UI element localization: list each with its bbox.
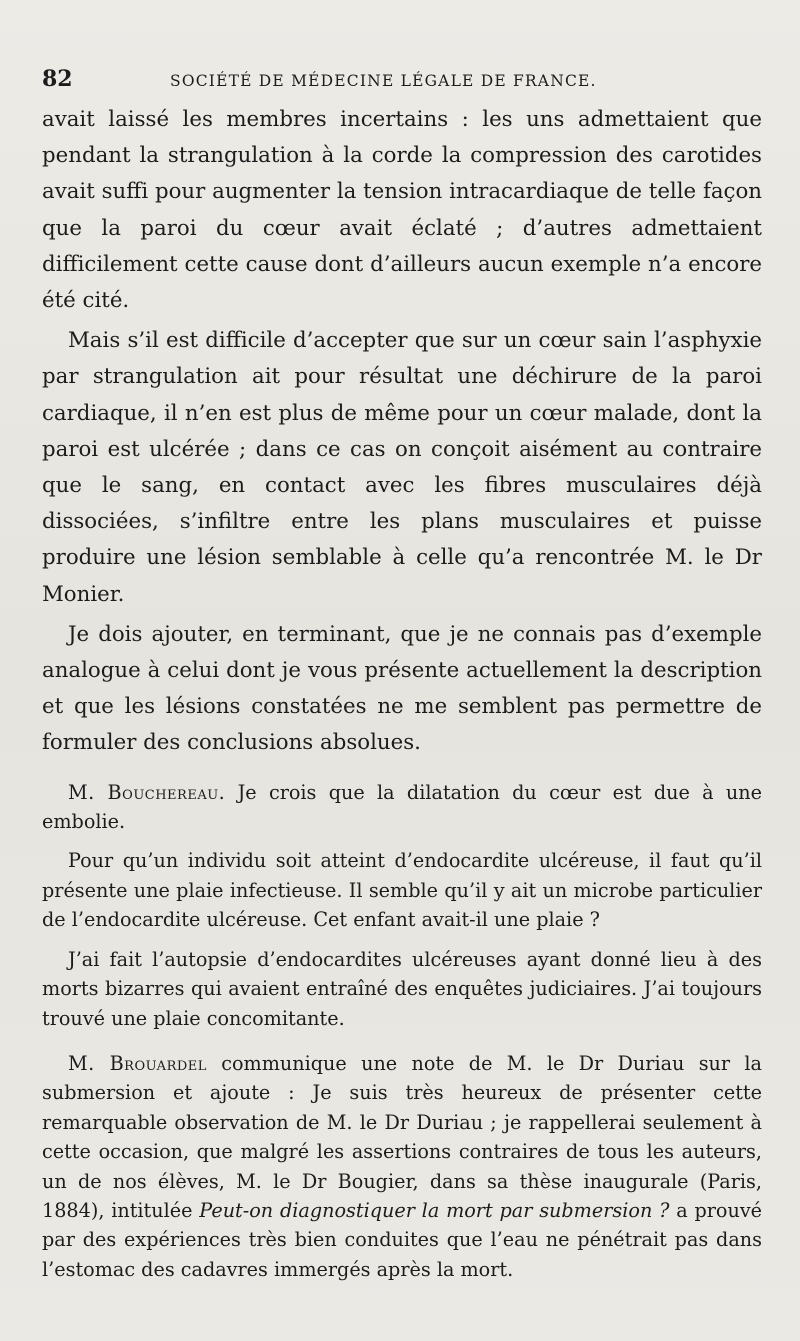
paragraph-6: J’ai fait l’autopsie d’endocardites ulcéreuses ayant donné lieu à des morts bizarres qui avaient entraîné des enquêtes judiciaires. J’ai toujours trouvé une plaie concomitante. [42, 947, 762, 1030]
paragraph-7 [42, 1049, 762, 1284]
speaker-bouchereau: M. Bouchereau. [68, 780, 226, 804]
paragraph-4-text: Je crois que la dilatation du cœur est due à une embolie. [42, 780, 763, 834]
thesis-title: Peut-on diagnostiquer la mort par submersion ? [199, 1198, 670, 1222]
speaker-brouardel: M. Brouardel [68, 1051, 207, 1075]
paragraph-2: Mais s’il est difficile d’accepter que sur un cœur sain l’asphyxie par strangulation ait pour résultat une déchirure de la paroi cardiaque, il n’en est plus de même pour un cœur malade, dont la paroi est ulcérée ; dans ce cas on conçoit aisément au contraire que le sang, en contact avec les fibres musculaires déjà dissociées, s’infiltre entre les plans musculaires et puisse produire une lésion semblable à celle qu’a rencontrée M. le Dr Monier. [42, 328, 762, 607]
paragraph-3: Je dois ajouter, en terminant, que je ne connais pas d’exemple analogue à celui dont je vous présente actuellement la description et que les lésions constatées ne me semblent pas permettre de formuler des conclusions absolues. [42, 621, 762, 756]
page-number: 82 [42, 66, 73, 92]
paragraph-7-text-a: communique une note de M. le Dr Duriau sur la submersion et ajoute : Je suis très heureux de présenter cette remarquable observation de M. le Dr Duriau ; je rappellerai seulement à cette occasion, que malgré les assertions contraires de tous les auteurs, un de nos élèves, M. le Dr Bougier, dans sa thèse inaugurale (Paris, 1884), intitulée [42, 1051, 762, 1222]
paragraph-7-text-b: a prouvé par des expériences très bien conduites que l’eau ne pénétrait pas dans l’estomac des cadavres immergés après la mort. [42, 1198, 763, 1281]
page-header [42, 66, 762, 92]
paragraph-5: Pour qu’un individu soit atteint d’endocardite ulcéreuse, il faut qu’il présente une plaie infectieuse. Il semble qu’il y ait un microbe particulier de l’endocardite ulcéreuse. Cet enfant avait-il une plaie ? [42, 849, 762, 932]
paragraph-4 [42, 778, 762, 837]
running-title: SOCIÉTÉ DE MÉDECINE LÉGALE DE FRANCE. [170, 72, 597, 90]
paragraph-1: avait laissé les membres incertains : les uns admettaient que pendant la strangulation à la corde la compression des carotides avait suffi pour augmenter la tension intracardiaque de telle façon que la paroi du cœur avait éclaté ; d’autres admettaient difficilement cette cause dont d’ailleurs aucun exemple n’a encore été cité. [42, 107, 762, 314]
